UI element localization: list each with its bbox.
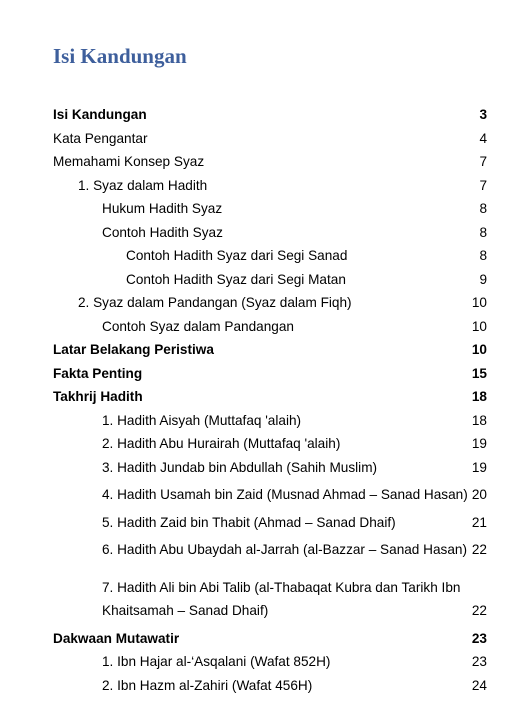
toc-entry-title: 7. Hadith Ali bin Abi Talib (al-Thabaqat Kubra dan Tarikh Ibn Khaitsamah – Sanad Dhaif)	[102, 579, 461, 618]
toc-entry[interactable]	[0, 221, 525, 245]
toc-entry-page: 8	[479, 201, 487, 216]
toc-entry-page: 22	[471, 603, 487, 618]
toc-entry-title: Takhrij Hadith	[53, 389, 143, 404]
toc-entry-title: Hukum Hadith Syaz	[102, 201, 223, 216]
toc-entry-page: 23	[471, 654, 487, 669]
toc-entry-page: 9	[479, 271, 487, 287]
toc-entry-title: Contoh Hadith Syaz dari Segi Sanad	[126, 248, 348, 263]
toc-entry[interactable]	[0, 674, 525, 698]
toc-entry-title: Contoh Hadith Syaz dari Segi Matan	[126, 271, 346, 287]
toc-entry-title: 6. Hadith Abu Ubaydah al-Jarrah (al-Bazzar – Sanad Hasan)	[102, 542, 467, 557]
toc-entry[interactable]	[0, 174, 525, 198]
toc-entry[interactable]	[0, 268, 525, 292]
toc-entry[interactable]	[0, 362, 525, 386]
table-of-contents	[0, 103, 525, 697]
toc-entry-page: 24	[471, 677, 487, 693]
toc-entry-title: 4. Hadith Usamah bin Zaid (Musnad Ahmad – Sanad Hasan)	[102, 487, 468, 502]
toc-entry[interactable]	[0, 483, 525, 507]
toc-entry[interactable]	[0, 315, 525, 339]
toc-entry[interactable]	[0, 432, 525, 456]
toc-entry-title: Isi Kandungan	[53, 107, 147, 122]
toc-entry-page: 18	[471, 412, 487, 428]
toc-entry-title: Dakwaan Mutawatir	[53, 630, 180, 646]
toc-entry[interactable]	[0, 150, 525, 174]
toc-entry[interactable]	[0, 456, 525, 480]
toc-entry[interactable]	[0, 538, 525, 562]
toc-entry-title: 1. Hadith Aisyah (Muttafaq 'alaih)	[102, 412, 302, 428]
toc-entry[interactable]	[0, 244, 525, 268]
toc-entry-title: 5. Hadith Zaid bin Thabit (Ahmad – Sanad Dhaif)	[102, 514, 396, 530]
toc-entry[interactable]	[0, 338, 525, 362]
toc-entry-title: 2. Hadith Abu Hurairah (Muttafaq 'alaih)	[102, 436, 341, 451]
toc-entry[interactable]	[0, 627, 525, 651]
toc-entry-page: 10	[471, 295, 487, 310]
toc-entry-title: 1. Syaz dalam Hadith	[78, 177, 208, 193]
toc-entry-page: 10	[471, 342, 487, 357]
toc-entry[interactable]	[0, 291, 525, 315]
toc-entry[interactable]	[0, 127, 525, 151]
toc-entry-page: 19	[471, 459, 487, 475]
toc-entry-page: 15	[471, 365, 487, 381]
toc-entry-page: 7	[479, 154, 487, 169]
toc-entry[interactable]	[0, 385, 525, 409]
toc-entry-page: 8	[479, 224, 487, 240]
toc-entry-page: 19	[471, 436, 487, 451]
toc-entry[interactable]	[0, 511, 525, 535]
toc-entry[interactable]	[0, 409, 525, 433]
toc-entry[interactable]	[0, 576, 525, 623]
toc-entry[interactable]	[0, 103, 525, 127]
toc-entry-title: 1. Ibn Hajar al-‘Asqalani (Wafat 852H)	[102, 654, 331, 669]
toc-entry-title: Latar Belakang Peristiwa	[53, 342, 214, 357]
toc-entry-page: 18	[471, 389, 487, 404]
toc-entry[interactable]	[0, 650, 525, 674]
page-title: Isi Kandungan	[53, 44, 187, 68]
toc-entry-title: Memahami Konsep Syaz	[53, 154, 205, 169]
toc-entry-page: 23	[471, 630, 487, 646]
toc-entry-title: Contoh Hadith Syaz	[102, 224, 223, 240]
toc-entry-title: Kata Pengantar	[53, 130, 148, 146]
toc-entry[interactable]	[0, 197, 525, 221]
toc-entry-title: Fakta Penting	[53, 365, 143, 381]
toc-entry-title: 2. Ibn Hazm al-Zahiri (Wafat 456H)	[102, 677, 313, 693]
toc-entry-page: 21	[471, 514, 487, 530]
toc-entry-page: 3	[479, 107, 487, 122]
toc-entry-page: 7	[479, 177, 487, 193]
toc-entry-page: 22	[471, 542, 487, 557]
toc-entry-title: 3. Hadith Jundab bin Abdullah (Sahih Muslim)	[102, 459, 378, 475]
toc-entry-page: 20	[471, 487, 487, 502]
toc-entry-page: 8	[479, 248, 487, 263]
toc-entry-page: 4	[479, 130, 487, 146]
toc-entry-title: 2. Syaz dalam Pandangan (Syaz dalam Fiqh)	[78, 295, 352, 310]
toc-entry-title: Contoh Syaz dalam Pandangan	[102, 318, 294, 334]
toc-entry-page: 10	[471, 318, 487, 334]
